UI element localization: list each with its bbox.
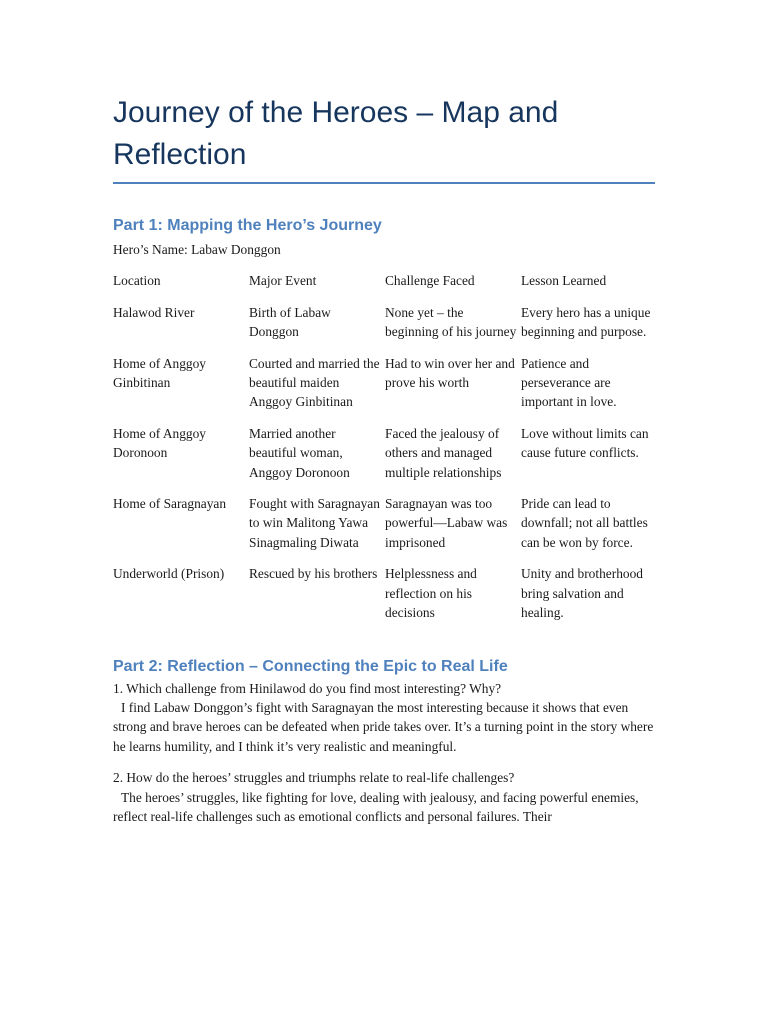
table-row bbox=[113, 424, 657, 494]
answer-2: The heroes’ struggles, like fighting for love, dealing with jealousy, and facing powerful enemies, reflect real-life challenges such as emotional conflicts and personal failures. Their bbox=[113, 789, 639, 824]
answer-1: I find Labaw Donggon’s fight with Saragnayan the most interesting because it shows that even strong and brave heroes can be defeated when pride takes over. It’s a turning point in the story where he learns humility, and I think it’s very realistic and meaningful. bbox=[113, 699, 654, 754]
table-row bbox=[113, 564, 657, 634]
part2-heading: Part 2: Reflection – Connecting the Epic to Real Life bbox=[113, 657, 508, 675]
table-cell: Had to win over her and prove his worth bbox=[385, 355, 515, 391]
table-cell: Halawod River bbox=[113, 304, 195, 320]
hero-name: Hero’s Name: Labaw Donggon bbox=[113, 242, 281, 257]
table-cell: Unity and brotherhood bring salvation and healing. bbox=[521, 566, 643, 621]
column-header-challenge: Challenge Faced bbox=[385, 273, 475, 289]
table-cell: Fought with Saragnayan to win Malitong Yawa Sinagmaling Diwata bbox=[249, 496, 380, 550]
table-cell: Home of Anggoy Doronoon bbox=[113, 425, 206, 461]
table-cell: Birth of Labaw Donggon bbox=[249, 304, 331, 340]
table-row bbox=[113, 354, 657, 424]
column-header-location: Location bbox=[113, 273, 161, 289]
table-header-row bbox=[113, 271, 657, 302]
table-cell: Faced the jealousy of others and managed multiple relationships bbox=[385, 425, 502, 480]
table-cell: Underworld (Prison) bbox=[113, 566, 225, 582]
table-cell: Love without limits can cause future conflicts. bbox=[521, 425, 649, 461]
table-row bbox=[113, 303, 657, 354]
table-cell: Married another beautiful woman, Anggoy Doronoon bbox=[249, 425, 350, 480]
column-header-lesson: Lesson Learned bbox=[521, 273, 607, 289]
question-1: 1. Which challenge from Hinilawod do you find most interesting? Why? bbox=[113, 680, 502, 696]
hero-journey-table bbox=[113, 271, 657, 634]
table-cell: Every hero has a unique beginning and purpose. bbox=[521, 304, 651, 340]
table-cell: Home of Anggoy Ginbitinan bbox=[113, 355, 206, 391]
table-row bbox=[113, 494, 657, 564]
table-cell: Pride can lead to downfall; not all battles can be won by force. bbox=[521, 496, 648, 550]
table-cell: Helplessness and reflection on his decisions bbox=[385, 566, 477, 621]
table-cell: Courted and married the beautiful maiden Anggoy Ginbitinan bbox=[249, 355, 380, 410]
title-divider bbox=[113, 182, 655, 184]
table-cell: Saragnayan was too powerful—Labaw was imprisoned bbox=[385, 496, 508, 550]
part1-heading: Part 1: Mapping the Hero’s Journey bbox=[113, 217, 382, 234]
table-cell: Rescued by his brothers bbox=[249, 566, 378, 582]
document-title: Journey of the Heroes – Map and Reflection bbox=[113, 96, 559, 171]
question-2: 2. How do the heroes’ struggles and triumphs relate to real-life challenges? bbox=[113, 770, 515, 786]
table-cell: None yet – the beginning of his journey bbox=[385, 304, 517, 340]
document-content bbox=[113, 92, 658, 826]
table-cell: Home of Saragnayan bbox=[113, 496, 227, 512]
table-cell: Patience and perseverance are important in love. bbox=[521, 355, 617, 410]
column-header-major-event: Major Event bbox=[249, 273, 317, 289]
